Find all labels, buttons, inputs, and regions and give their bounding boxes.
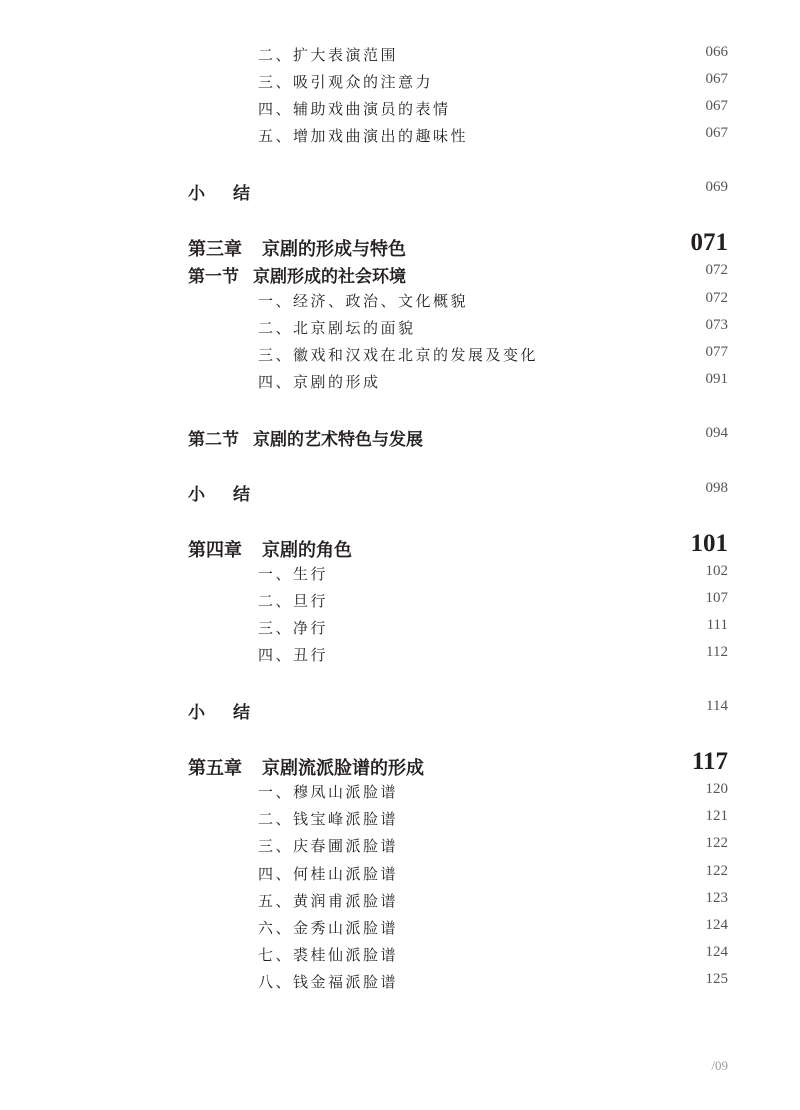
entry-title: 三、徽戏和汉戏在北京的发展及变化 [258,346,539,364]
entry-page-number: 073 [705,317,728,333]
entry-page-number: 077 [705,344,728,360]
entry-page-number: 123 [705,890,728,906]
section-name: 京剧的艺术特色与发展 [253,430,423,450]
section-title [188,425,423,450]
entry-page-number: 098 [705,480,728,496]
entry-title: 四、丑行 [258,646,329,664]
chapter-number: 第五章 [188,758,242,779]
entry-page-number: 094 [705,425,728,441]
chapter-page-number: 101 [690,530,728,557]
entry-title: 五、黄润甫派脸谱 [258,892,399,910]
chapter-number: 第三章 [188,239,242,260]
entry-title: 五、增加戏曲演出的趣味性 [258,127,469,145]
section-number: 第一节 [188,267,239,287]
entry-page-number: 114 [706,698,728,714]
entry-title: 三、庆春圃派脸谱 [258,837,399,855]
entry-page-number: 122 [705,835,728,851]
entry-title: 二、北京剧坛的面貌 [258,319,416,337]
section-name: 京剧形成的社会环境 [253,267,406,287]
entry-title: 二、旦行 [258,592,329,610]
chapter-title [188,754,424,780]
entry-title: 三、吸引观众的注意力 [258,73,434,91]
entry-title: 四、辅助戏曲演员的表情 [258,100,451,118]
entry-title: 二、扩大表演范围 [258,46,399,64]
chapter-name: 京剧的形成与特色 [262,239,406,260]
entry-title: 四、何桂山派脸谱 [258,865,399,883]
entry-page-number: 067 [705,98,728,114]
entry-page-number: 112 [706,644,728,660]
entry-page-number: 066 [705,44,728,60]
section-title [188,262,406,287]
chapter-title [188,536,352,562]
summary-title: 小 结 [188,703,250,723]
chapter-name: 京剧流派脸谱的形成 [262,758,424,779]
entry-title: 二、钱宝峰派脸谱 [258,810,399,828]
entry-page-number: 069 [705,179,728,195]
entry-title: 四、京剧的形成 [258,373,381,391]
summary-title: 小 结 [188,184,250,204]
entry-title: 一、穆凤山派脸谱 [258,783,399,801]
entry-page-number: 067 [705,125,728,141]
entry-title: 一、经济、政治、文化概貌 [258,292,469,310]
entry-page-number: 120 [705,781,728,797]
entry-page-number: 072 [705,290,728,306]
chapter-name: 京剧的角色 [262,540,352,561]
entry-page-number: 124 [705,917,728,933]
section-number: 第二节 [188,430,239,450]
entry-title: 八、钱金福派脸谱 [258,973,399,991]
entry-page-number: 125 [705,971,728,987]
chapter-number: 第四章 [188,540,242,561]
folio-page-number: /09 [711,1058,728,1073]
entry-page-number: 102 [705,563,728,579]
entry-page-number: 121 [705,808,728,824]
entry-page-number: 072 [705,262,728,278]
entry-page-number: 091 [705,371,728,387]
entry-page-number: 111 [706,617,728,633]
entry-title: 三、净行 [258,619,329,637]
entry-title: 一、生行 [258,565,329,583]
chapter-title [188,235,406,261]
entry-page-number: 124 [705,944,728,960]
entry-page-number: 067 [705,71,728,87]
entry-page-number: 107 [705,590,728,606]
chapter-page-number: 117 [691,748,728,775]
entry-title: 六、金秀山派脸谱 [258,919,399,937]
entry-title: 七、裘桂仙派脸谱 [258,946,399,964]
summary-title: 小 结 [188,485,250,505]
chapter-page-number: 071 [690,229,728,256]
entry-page-number: 122 [705,863,728,879]
